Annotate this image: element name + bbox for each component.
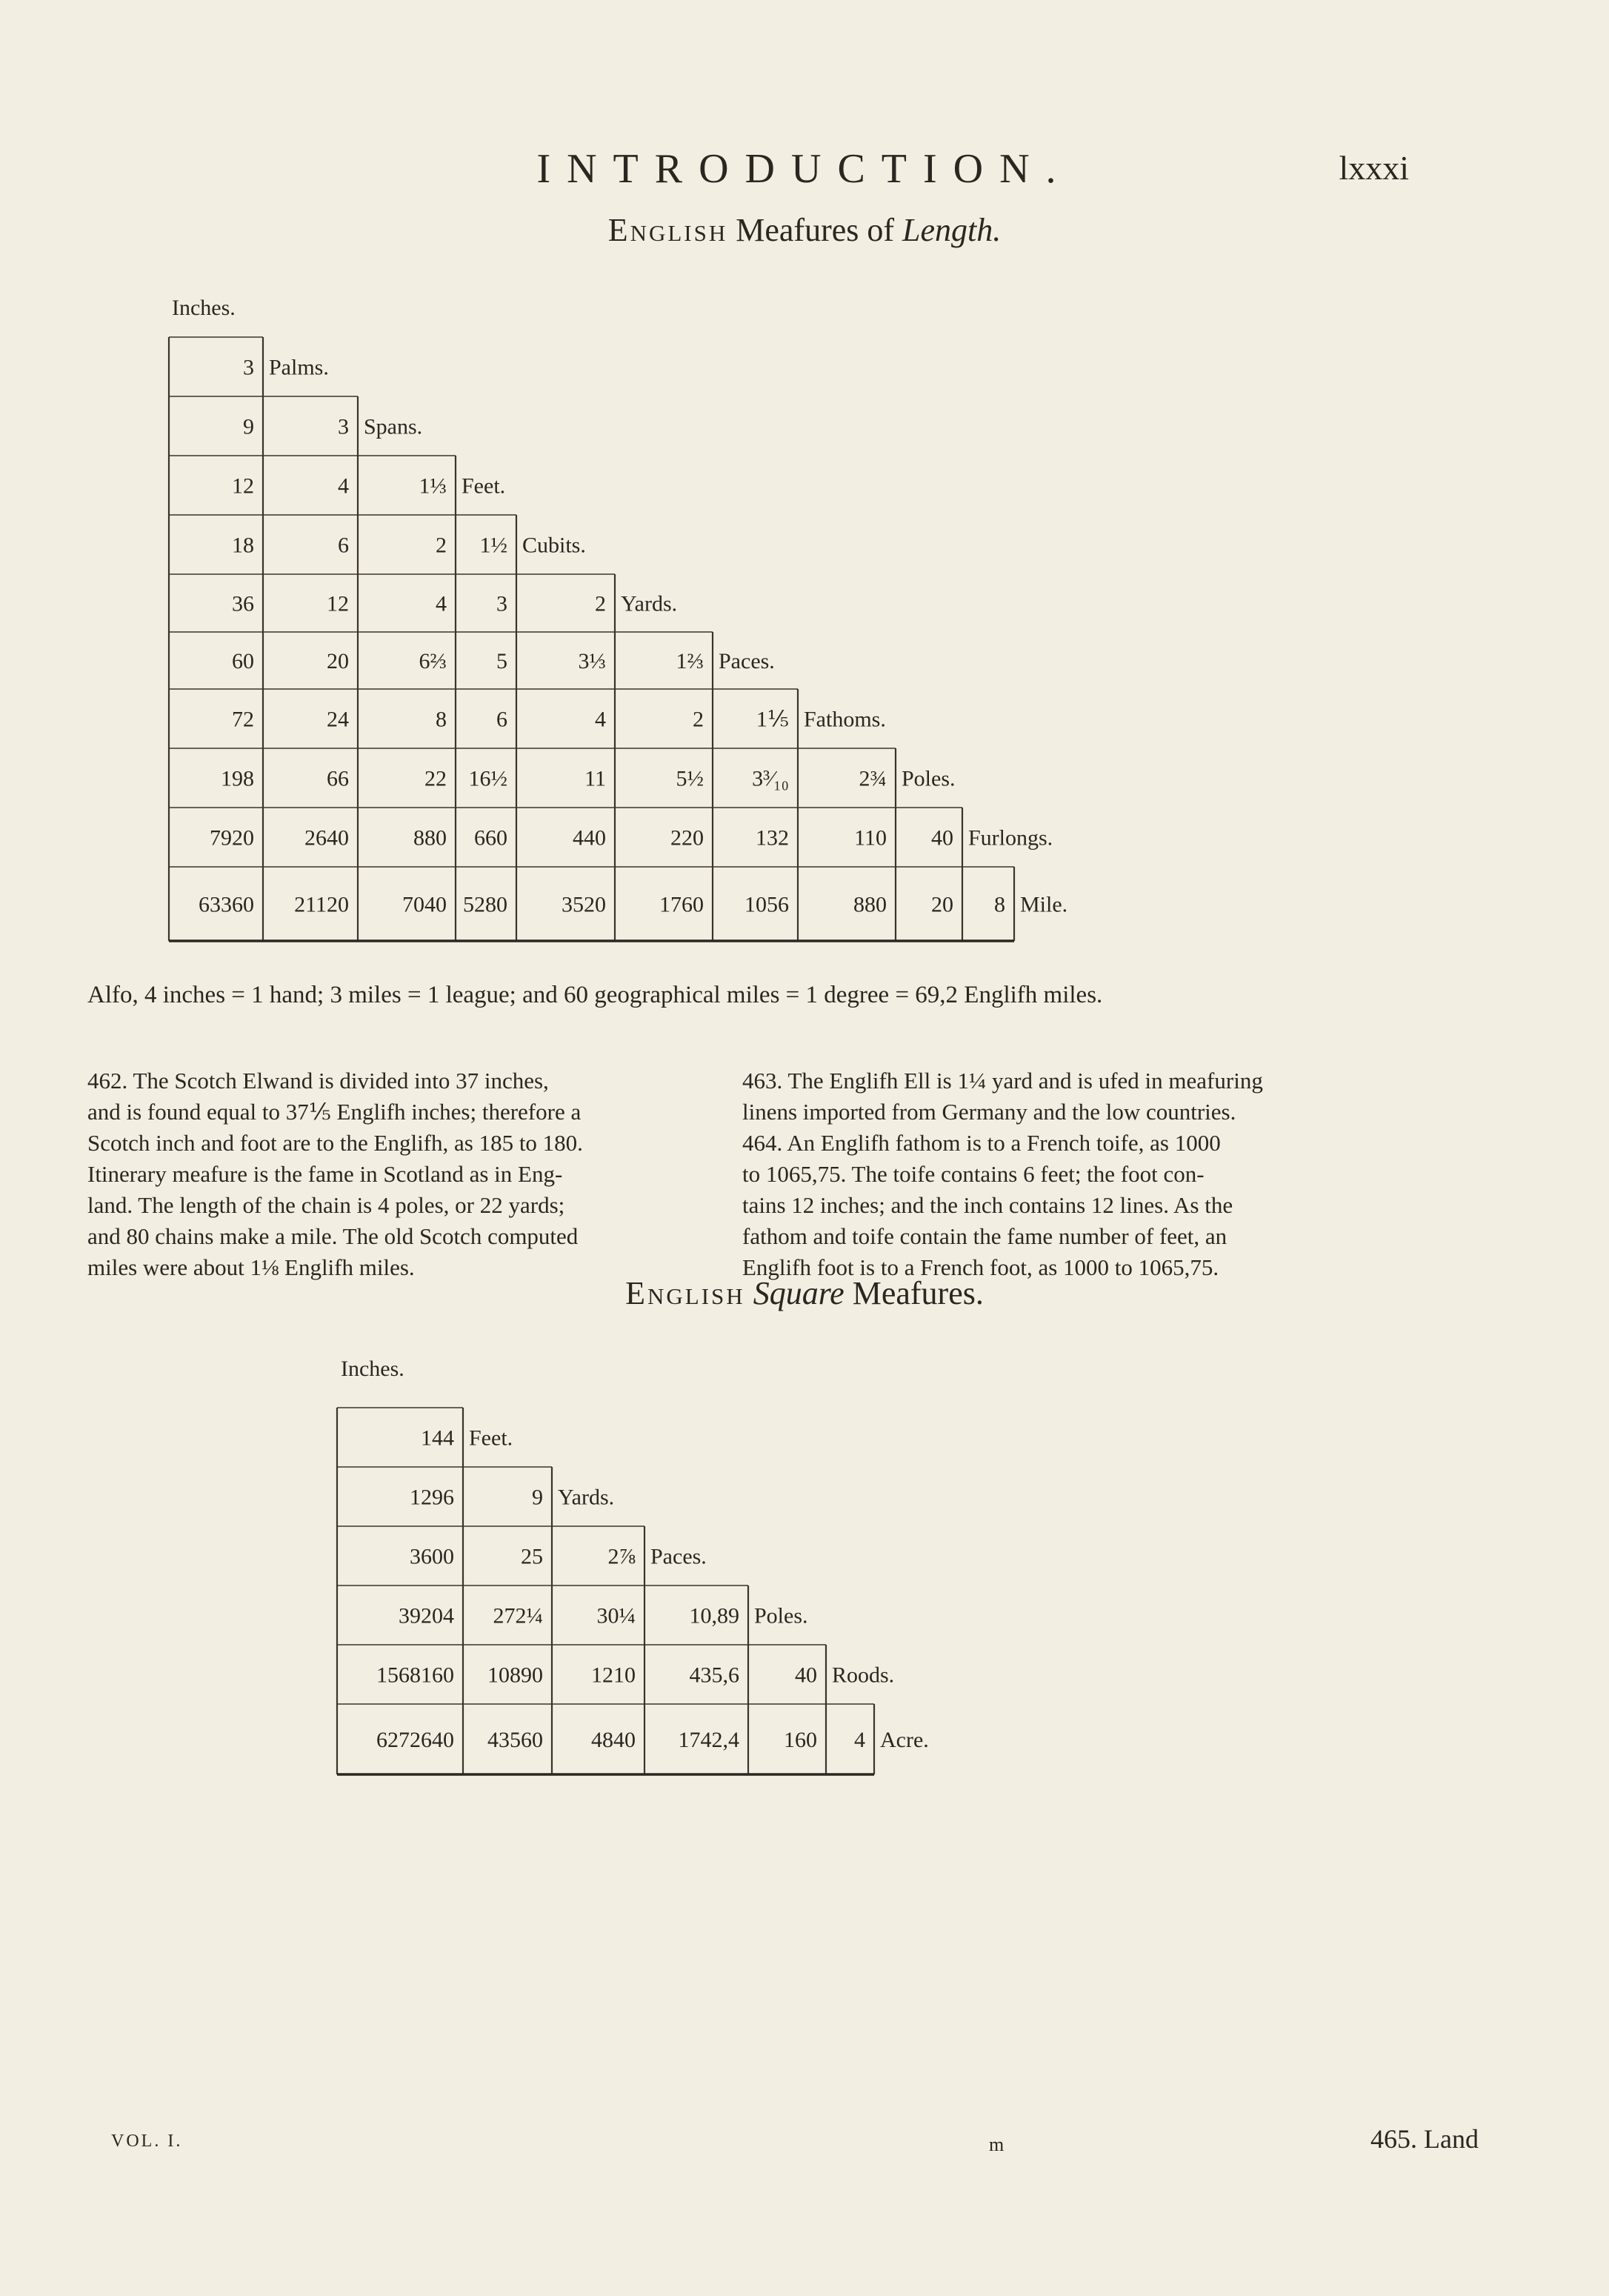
square-table-title xyxy=(0,1274,1609,1312)
length-cell: 1⅕ xyxy=(756,707,789,732)
square-unit-label-2: Feet. xyxy=(469,1425,513,1451)
length-cell: 11 xyxy=(584,766,606,791)
signature-mark: m xyxy=(989,2134,1005,2155)
length-cell: 21120 xyxy=(294,892,349,917)
length-unit-label-6: Yards. xyxy=(621,591,678,616)
square-unit-label-4: Paces. xyxy=(650,1544,707,1569)
length-cell: 880 xyxy=(853,892,887,917)
length-cell: 7040 xyxy=(402,892,447,917)
length-cell: 9 xyxy=(243,414,254,439)
paragraph-462 xyxy=(87,1065,721,1283)
length-unit-label-7: Paces. xyxy=(719,649,775,673)
length-cell: 8 xyxy=(436,707,447,732)
length-cell: 60 xyxy=(232,649,254,673)
length-unit-label-11: Mile. xyxy=(1020,892,1068,917)
length-cell: 6⅔ xyxy=(419,649,447,673)
square-cell: 10,89 xyxy=(689,1603,739,1628)
length-cell: 4 xyxy=(338,473,349,499)
length-unit-label-2: Palms. xyxy=(269,355,329,380)
catchword: 465. Land xyxy=(1370,2124,1479,2154)
length-cell: 1⅓ xyxy=(419,473,447,499)
length-cell: 3 xyxy=(338,414,349,439)
running-title: INTRODUCTION. xyxy=(536,146,1073,192)
square-cell: 10890 xyxy=(487,1663,543,1688)
length-unit-label-4: Feet. xyxy=(462,473,506,499)
p463-line-7: Englifh foot is to a French foot, as 1000 to 1065,75. xyxy=(742,1254,1219,1280)
square-title-italic: Square xyxy=(753,1275,845,1311)
length-cell: 4 xyxy=(436,591,447,616)
p463-line-5: tains 12 inches; and the inch contains 12 lines. As the xyxy=(742,1192,1233,1218)
square-title-plain: Meafures. xyxy=(852,1275,984,1311)
square-cell: 2⅞ xyxy=(607,1544,636,1569)
length-cell: 20 xyxy=(931,892,953,917)
length-cell: 440 xyxy=(573,825,606,851)
p462-line-2: and is found equal to 37⅕ Englifh inches; therefore a xyxy=(87,1099,582,1125)
length-unit-label-8: Fathoms. xyxy=(804,707,886,732)
length-cell: 63360 xyxy=(199,892,254,917)
square-cell: 4840 xyxy=(591,1728,636,1752)
p462-line-7: miles were about 1⅛ Englifh miles. xyxy=(87,1254,415,1280)
length-cell: 36 xyxy=(232,591,254,616)
square-unit-label-3: Yards. xyxy=(558,1485,615,1510)
length-cell: 66 xyxy=(327,766,349,791)
p463-line-4: to 1065,75. The toife contains 6 feet; the foot con- xyxy=(742,1161,1205,1187)
length-cell: 3³⁄₁₀ xyxy=(752,766,789,791)
length-cell: 220 xyxy=(670,825,704,851)
length-cell: 5 xyxy=(496,649,507,673)
length-cell: 72 xyxy=(232,707,254,732)
length-cell: 6 xyxy=(338,533,349,558)
length-cell: 132 xyxy=(756,825,789,851)
length-cell: 2 xyxy=(436,533,447,558)
length-cell: 16½ xyxy=(468,766,507,791)
length-cell: 7920 xyxy=(210,825,254,851)
volume-mark: VOL. I. xyxy=(111,2132,183,2151)
square-cell: 272¼ xyxy=(493,1603,543,1628)
length-cell: 22 xyxy=(424,766,447,791)
p463-line-6: fathom and toife contain the fame number of feet, an xyxy=(742,1223,1227,1249)
square-cell: 1296 xyxy=(410,1485,454,1510)
length-cell: 6 xyxy=(496,707,507,732)
square-cell: 40 xyxy=(795,1663,817,1688)
length-title-italic: Length. xyxy=(902,212,1002,248)
square-unit-label-1: Inches. xyxy=(341,1357,404,1381)
paragraph-463-464 xyxy=(742,1065,1393,1283)
p462-line-6: and 80 chains make a mile. The old Scotch computed xyxy=(87,1223,579,1249)
square-cell: 9 xyxy=(532,1485,543,1510)
length-cell: 20 xyxy=(327,649,349,673)
length-cell: 2640 xyxy=(304,825,349,851)
p463-line-1: 463. The Englifh Ell is 1¼ yard and is ufed in meafuring xyxy=(742,1068,1263,1094)
square-cell: 6272640 xyxy=(376,1728,454,1752)
square-cell: 30¼ xyxy=(596,1603,636,1628)
square-unit-label-6: Roods. xyxy=(832,1663,895,1688)
length-cell: 3 xyxy=(496,591,507,616)
length-cell: 8 xyxy=(994,892,1005,917)
length-cell: 1½ xyxy=(479,533,507,558)
length-cell: 880 xyxy=(413,825,447,851)
length-cell: 1056 xyxy=(744,892,789,917)
length-cell: 2 xyxy=(595,591,606,616)
length-cell: 3⅓ xyxy=(578,649,606,673)
length-cell: 3 xyxy=(243,355,254,380)
square-unit-label-7: Acre. xyxy=(880,1728,929,1752)
p463-line-2: linens imported from Germany and the low countries. xyxy=(742,1099,1236,1125)
length-cell: 198 xyxy=(221,766,254,791)
length-title-caps: English xyxy=(607,212,728,248)
length-cell: 110 xyxy=(854,825,887,851)
length-unit-label-1: Inches. xyxy=(172,296,236,320)
length-cell: 660 xyxy=(474,825,507,851)
square-title-caps: English xyxy=(625,1275,745,1311)
square-cell: 1210 xyxy=(591,1663,636,1688)
square-cell: 39204 xyxy=(399,1603,454,1628)
length-cell: 1⅔ xyxy=(676,649,704,673)
length-cell: 5280 xyxy=(463,892,507,917)
square-cell: 144 xyxy=(421,1425,454,1451)
square-cell: 435,6 xyxy=(689,1663,739,1688)
square-cell: 25 xyxy=(521,1544,543,1569)
square-cell: 1568160 xyxy=(376,1663,454,1688)
p462-line-3: Scotch inch and foot are to the Englifh, as 185 to 180. xyxy=(87,1130,583,1156)
p462-line-1: 462. The Scotch Elwand is divided into 37 inches, xyxy=(87,1068,549,1094)
p463-line-3: 464. An Englifh fathom is to a French toife, as 1000 xyxy=(742,1130,1221,1156)
length-cell: 12 xyxy=(327,591,349,616)
length-cell: 5½ xyxy=(676,766,704,791)
length-cell: 2 xyxy=(693,707,704,732)
length-cell: 24 xyxy=(327,707,349,732)
square-cell: 4 xyxy=(854,1728,865,1752)
length-cell: 1760 xyxy=(659,892,704,917)
square-unit-label-5: Poles. xyxy=(754,1603,808,1628)
square-cell: 43560 xyxy=(487,1728,543,1752)
length-unit-label-5: Cubits. xyxy=(522,533,586,558)
length-cell: 12 xyxy=(232,473,254,499)
length-unit-label-10: Furlongs. xyxy=(968,825,1053,851)
page-number: lxxxi xyxy=(1339,149,1409,187)
length-title-plain: Meafures of xyxy=(736,212,895,248)
length-unit-label-3: Spans. xyxy=(364,414,423,439)
length-cell: 18 xyxy=(232,533,254,558)
length-cell: 3520 xyxy=(562,892,606,917)
length-unit-label-9: Poles. xyxy=(902,766,956,791)
square-cell: 3600 xyxy=(410,1544,454,1569)
equivalence-note: Alfo, 4 inches = 1 hand; 3 miles = 1 league; and 60 geographical miles = 1 degree = 69,2 Englifh miles. xyxy=(87,982,1103,1008)
length-cell: 4 xyxy=(595,707,606,732)
p462-line-4: Itinerary meafure is the fame in Scotland as in Eng- xyxy=(87,1161,563,1187)
p462-line-5: land. The length of the chain is 4 poles, or 22 yards; xyxy=(87,1192,565,1218)
length-cell: 40 xyxy=(931,825,953,851)
length-cell: 2¾ xyxy=(859,766,887,791)
square-cell: 1742,4 xyxy=(678,1728,739,1752)
square-cell: 160 xyxy=(784,1728,817,1752)
